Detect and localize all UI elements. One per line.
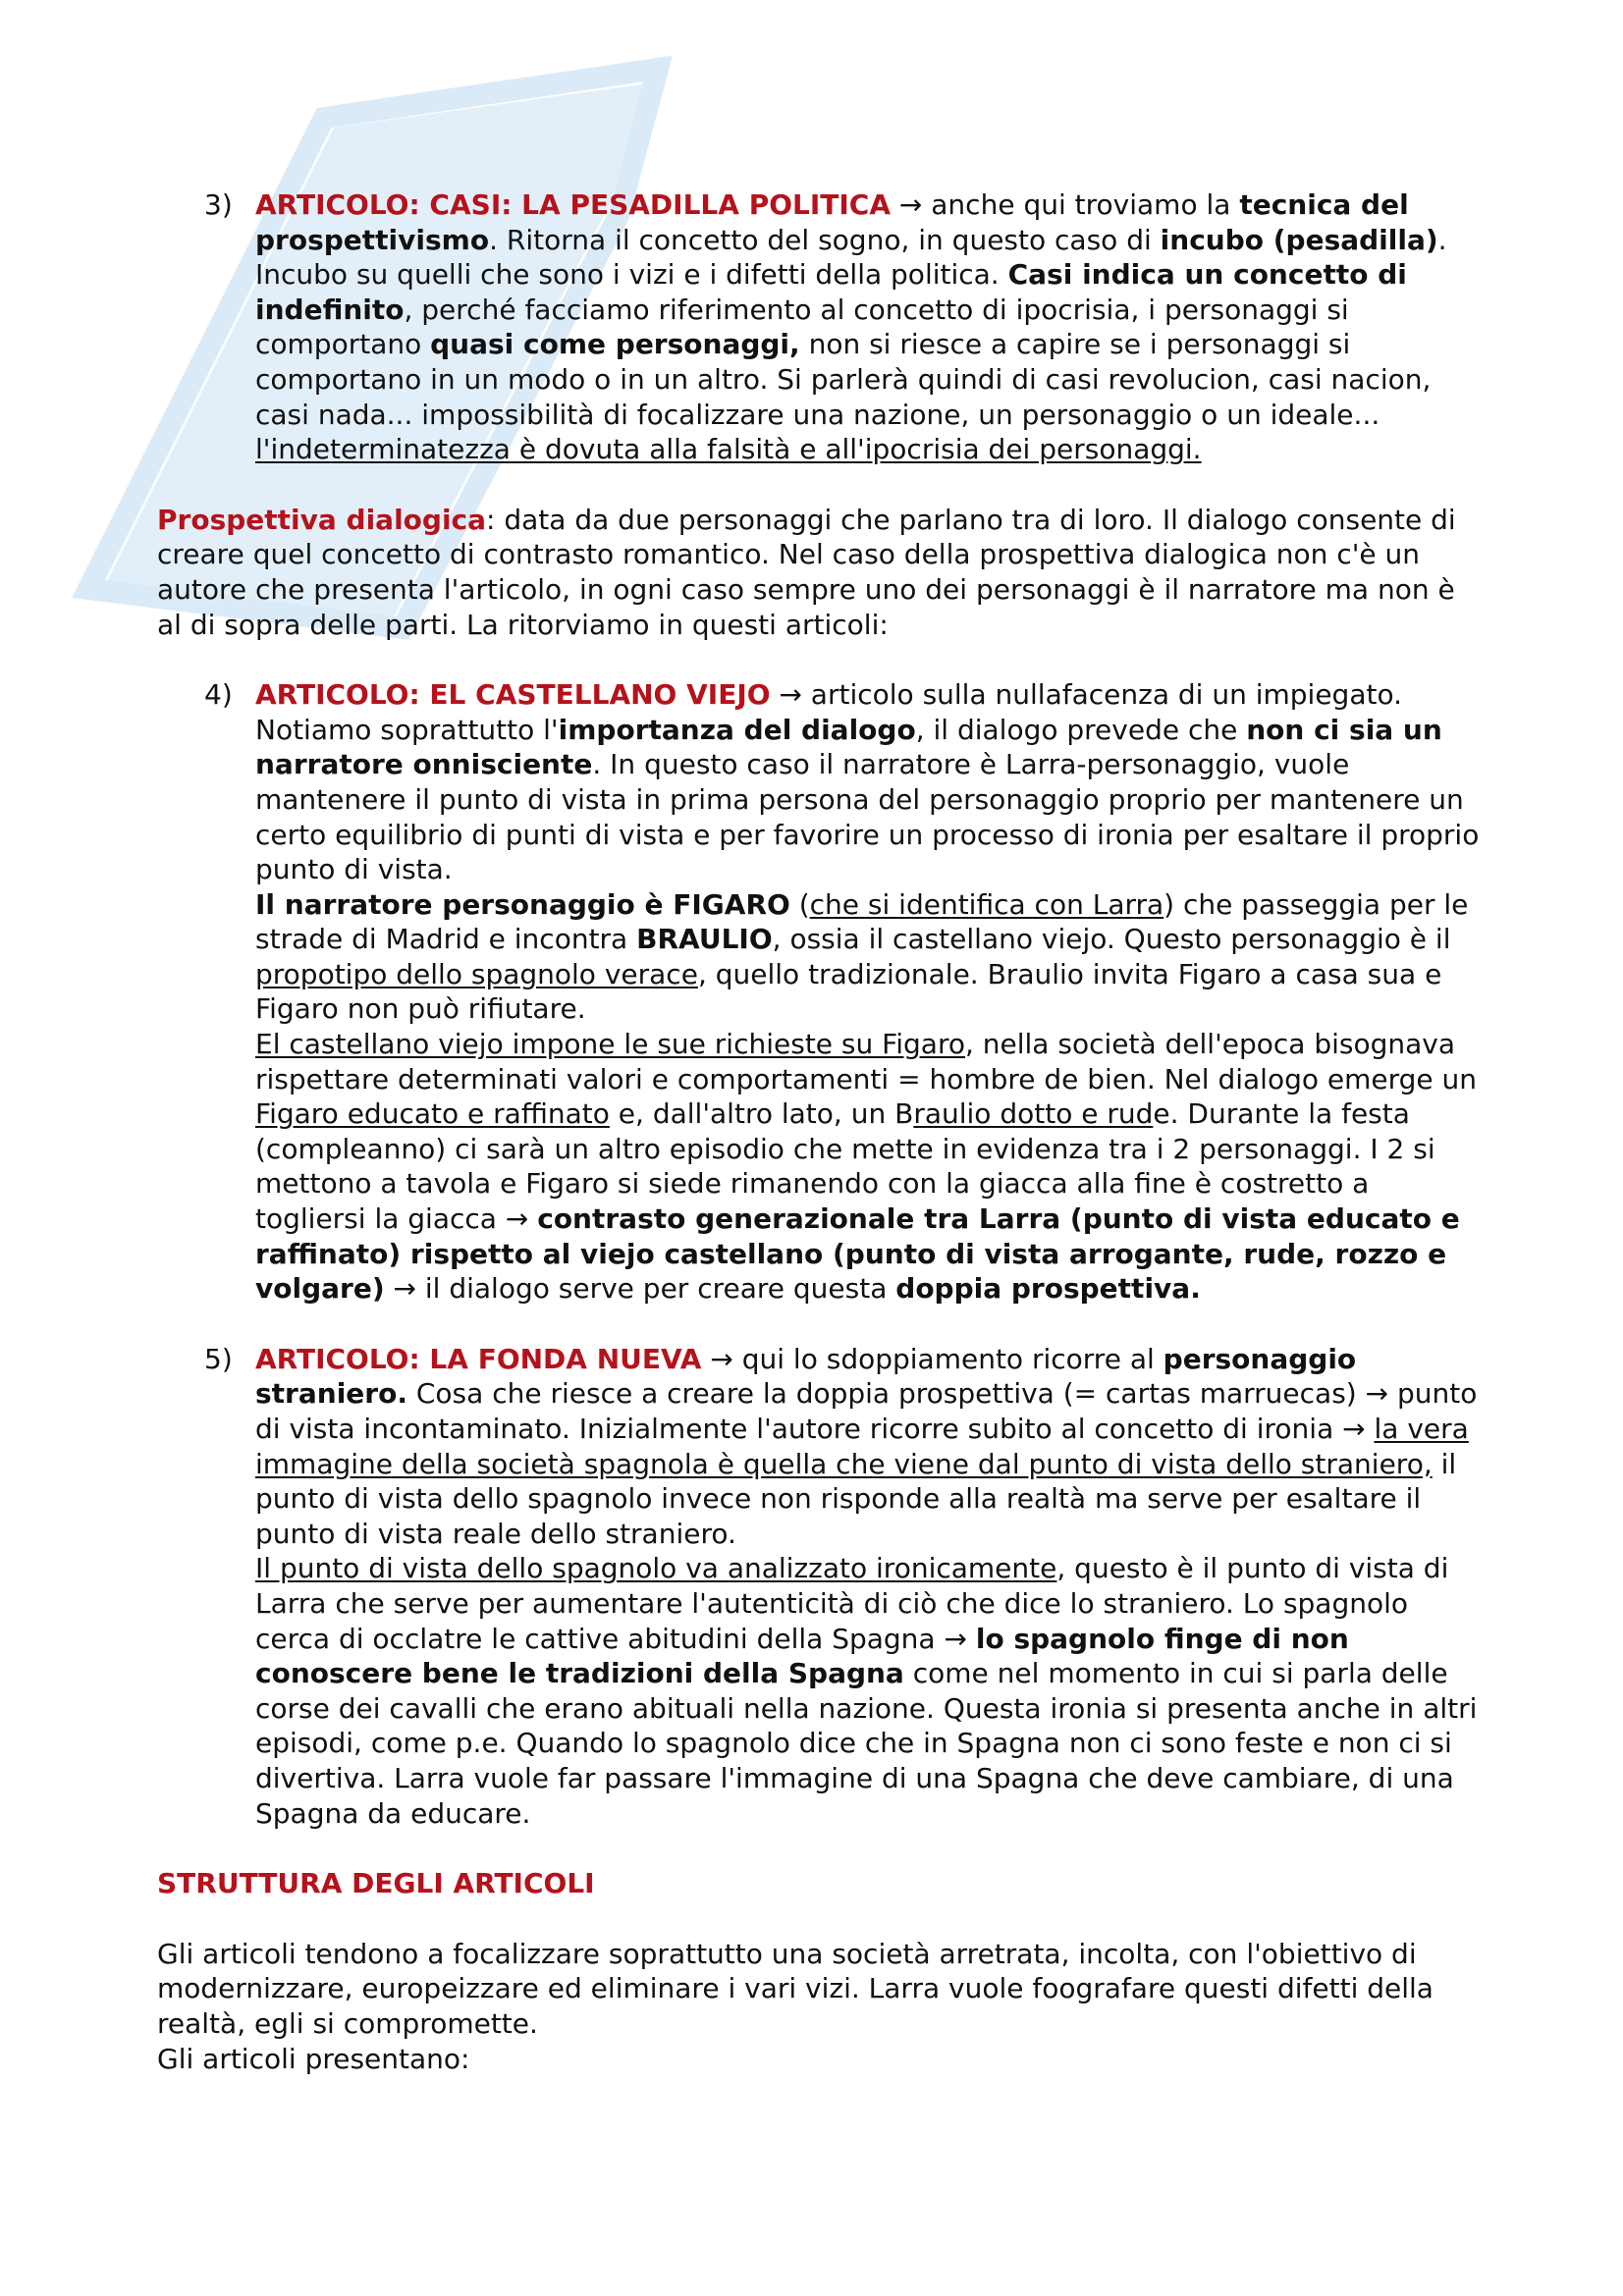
bold-text: non ci sia un narratore onnisciente: [255, 713, 1442, 781]
text-run: → articolo sulla nullafacenza di un impiegato. Notiamo soprattutto l': [255, 678, 1402, 746]
text-run: come nel momento in cui si parla delle corse dei cavalli che erano abituali nella nazione. Questa ironia si presenta anche in altri episodi, come p.e. Quando lo spagnolo dice che in Spagna non ci sono feste e non ci si divertiva. Larra vuole far passare l'immagine di una Spagna che deve cambiare, di una Spagna da educare.: [255, 1657, 1478, 1830]
article-title: ARTICOLO: LA FONDA NUEVA: [255, 1342, 702, 1375]
list-item-5: [157, 1342, 1483, 1831]
text-run: e, dall'altro lato, un B: [609, 1097, 914, 1131]
text-run: il punto di vista dello spagnolo invece non risponde alla realtà ma serve per esaltare il punto di vista reale dello straniero.: [255, 1447, 1457, 1550]
list-number: 3): [204, 188, 233, 221]
bold-text: tecnica del prospettivismo: [255, 188, 1409, 256]
article-title: ARTICOLO: CASI: LA PESADILLA POLITICA: [255, 188, 892, 221]
text-run: , questo è il punto di vista di Larra che serve per aumentare l'autenticità di ciò che dice lo straniero. Lo spagnolo cerca di occlatre le cattive abitudini della Spagna →: [255, 1552, 1449, 1655]
text-run: . Incubo su quelli che sono i vizi e i difetti della politica.: [255, 223, 1447, 292]
castellano-viejo-paragraph: [255, 1027, 1483, 1307]
bold-text: personaggio straniero.: [255, 1342, 1357, 1411]
bold-text: incubo (pesadilla): [1160, 223, 1438, 256]
section-title: Prospettiva dialogica: [157, 503, 487, 536]
text-run: : data da due personaggi che parlano tra di loro. Il dialogo consente di creare quel concetto di contrasto romantico. Nel caso della prospettiva dialogica non c'è un autore che presenta l'articolo, in ogni caso sempre uno dei personaggi è il narratore ma non è al di sopra delle parti. La ritorviamo in questi articoli:: [157, 503, 1456, 641]
text-run: , perché facciamo riferimento al concetto di ipocrisia, i personaggi si comportano: [255, 293, 1349, 361]
figaro-paragraph: [255, 887, 1483, 1027]
underlined-text: Figaro educato e raffinato: [255, 1097, 610, 1131]
list-number: 4): [204, 678, 233, 712]
underlined-text: che si identifica con Larra: [809, 887, 1164, 921]
text-run: → il dialogo serve per creare questa: [384, 1272, 896, 1306]
text-run: , il dialogo prevede che: [915, 713, 1247, 746]
underlined-text: Il punto di vista dello spagnolo va analizzato ironicamente: [255, 1552, 1057, 1585]
list-item-4: [157, 677, 1483, 1307]
list-number: 5): [204, 1342, 233, 1375]
article-fonda-paragraph: [255, 1342, 1483, 1552]
underlined-text: propotipo dello spagnolo verace: [255, 957, 698, 990]
struttura-list-intro: Gli articoli presentano:: [157, 2042, 470, 2075]
underlined-text: la vera immagine della società spagnola è quella che viene dal punto di vista dello straniero,: [255, 1413, 1469, 1480]
bold-text: lo spagnolo finge di non conoscere bene le tradizioni della Spagna: [255, 1622, 1349, 1690]
text-run: Cosa che riesce a creare la doppia prospettiva (= cartas marruecas) → punto di vista incontaminato. Inizialmente l'autore ricorre subito al concetto di ironia →: [255, 1377, 1478, 1445]
bold-text: importanza del dialogo: [558, 713, 916, 746]
text-run: ) che passeggia per le strade di Madrid e incontra: [255, 887, 1469, 956]
article-title: ARTICOLO: EL CASTELLANO VIEJO: [255, 678, 771, 712]
bold-text: Il narratore personaggio è FIGARO: [255, 887, 790, 921]
text-run: (: [789, 887, 810, 921]
bold-text: quasi come personaggi,: [430, 328, 800, 361]
article-casi-paragraph: [255, 187, 1483, 467]
underlined-text: El castellano viejo impone le sue richieste su Figaro: [255, 1028, 965, 1061]
text-run: . In questo caso il narratore è Larra-personaggio, vuole mantenere il punto di vista in prima persona del personaggio proprio per mantenere un certo equilibrio di punti di vista e per favorire un processo di ironia per esaltare il proprio punto di vista.: [255, 748, 1480, 886]
bold-text: doppia prospettiva.: [895, 1272, 1201, 1306]
text-run: , nella società dell'epoca bisognava rispettare determinati valori e comportamenti = hombre de bien. Nel dialogo emerge un: [255, 1028, 1478, 1095]
dialogica-paragraph: [157, 503, 1483, 642]
text-run: non si riesce a capire se i personaggi si comportano in un modo o in un altro. Si parlerà quindi di casi revolucion, casi nacion, casi nada... impossibilità di focalizzare una nazione, un personaggio o un ideale...: [255, 328, 1432, 431]
underlined-text: raulio dotto e rud: [913, 1097, 1154, 1131]
article-castellano-paragraph: [255, 677, 1483, 887]
bold-text: BRAULIO: [636, 923, 773, 956]
text-run: → qui lo sdoppiamento ricorre al: [701, 1342, 1163, 1375]
bold-text: contrasto generazionale tra Larra (punto di vista educato e raffinato) rispetto al viejo castellano (punto di vista arrogante, rude, rozzo e volgare): [255, 1202, 1460, 1306]
document-content: [157, 187, 1483, 2076]
text-run: , ossia il castellano viejo. Questo personaggio è il: [772, 923, 1451, 956]
bold-text: Casi indica un concetto di indefinito: [255, 258, 1407, 326]
struttura-heading: STRUTTURA DEGLI ARTICOLI: [157, 1867, 595, 1900]
text-run: . Ritorna il concetto del sogno, in questo caso di: [489, 223, 1161, 256]
struttura-paragraph: Gli articoli tendono a focalizzare soprattutto una società arretrata, incolta, con l'obiettivo di modernizzare, europeizzare ed eliminare i vari vizi. Larra vuole foografare questi difetti della realtà, egli si compromette.: [157, 1937, 1434, 2040]
text-run: → anche qui troviamo la: [891, 188, 1240, 221]
text-run: e. Durante la festa (compleanno) ci sarà un altro episodio che mette in evidenza tra i 2 personaggi. I 2 si mettono a tavola e Figaro si siede rimanendo con la giacca alla fine è costretto a togliersi la giacca →: [255, 1097, 1435, 1236]
text-run: , quello tradizionale. Braulio invita Figaro a casa sua e Figaro non può rifiutare.: [255, 957, 1442, 1026]
underlined-text: l'indeterminatezza è dovuta alla falsità e all'ipocrisia dei personaggi.: [255, 433, 1202, 466]
list-item-3: [157, 187, 1483, 467]
spagnolo-paragraph: [255, 1551, 1483, 1831]
